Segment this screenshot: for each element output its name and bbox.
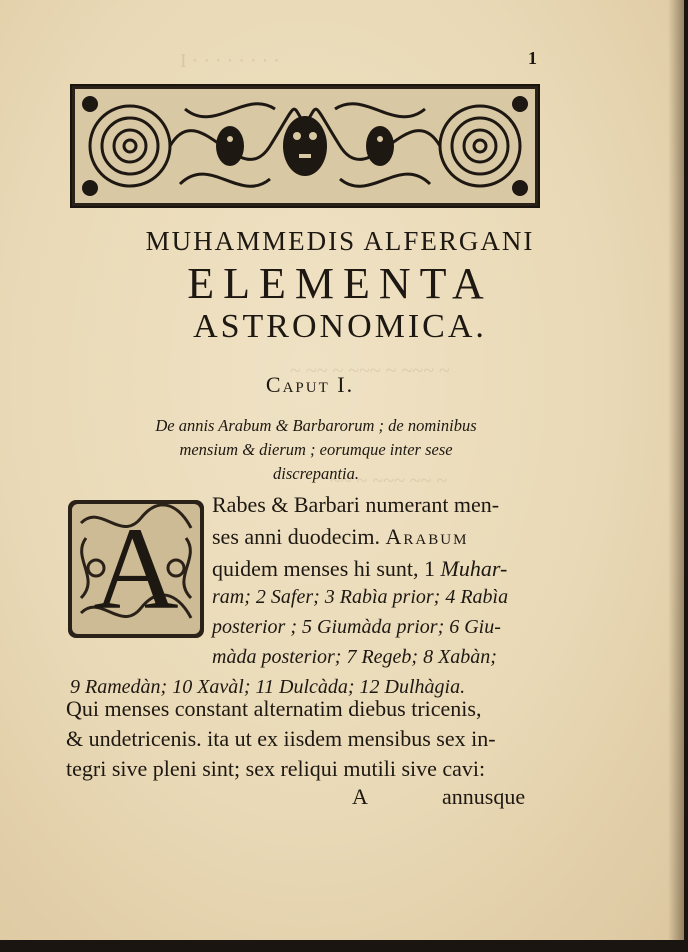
body-text: ses anni duodecim. <box>212 524 386 549</box>
show-through-text: ~ ~~ ~ ~~~ ~ ~~~ ~ <box>290 360 450 382</box>
chapter-summary-line: mensium & dierum ; eorumque inter sese <box>179 440 453 459</box>
page-edge-shadow <box>668 0 684 940</box>
drop-cap-letter: A <box>93 503 179 634</box>
title-main: ELEMENTA <box>187 259 493 308</box>
title-sub: ASTRONOMICA. <box>193 308 487 345</box>
show-through-text: ~~ ~ ~~~ ~~ ~ <box>330 470 448 492</box>
body-line: posterior ; 5 Giumàda prior; 6 Giu- <box>212 616 501 638</box>
body-line: Qui menses constant alternatim diebus tricenis, <box>66 696 482 721</box>
catchword: annusque <box>442 784 526 809</box>
title-author: MUHAMMEDIS ALFERGANI <box>145 226 535 256</box>
headpiece-ornament <box>70 84 540 208</box>
body-line: 9 Ramedàn; 10 Xavàl; 11 Dulcàda; 12 Dulhàgia. <box>70 676 466 698</box>
body-text: quidem menses hi sunt, 1 <box>212 556 441 581</box>
body-line: ram; 2 Safer; 3 Rabìa prior; 4 Rabìa <box>212 586 509 608</box>
body-line: màda posterior; 7 Regeb; 8 Xabàn; <box>212 646 497 668</box>
chapter-heading: Caput I. <box>265 372 355 397</box>
body-smallcaps: Arabum <box>385 524 469 549</box>
body-line <box>212 524 468 550</box>
page-number: 1 <box>528 48 537 68</box>
chapter-summary-line: De annis Arabum & Barbarorum ; de nominibus <box>155 416 477 435</box>
body-line: tegri sive pleni sint; sex reliqui mutili sive cavi: <box>66 756 486 781</box>
chapter-summary-line: discrepantia. <box>272 464 359 483</box>
body-line <box>212 556 507 582</box>
body-line: Rabes & Barbari numerant men- <box>212 492 500 517</box>
body-italic: Muhar- <box>440 556 508 581</box>
drop-cap <box>66 498 206 640</box>
body-line: & undetricenis. ita ut ex iisdem mensibus sex in- <box>66 726 496 751</box>
signature-mark: A <box>352 784 368 809</box>
show-through-text: I · · · · · · · · <box>180 50 280 72</box>
